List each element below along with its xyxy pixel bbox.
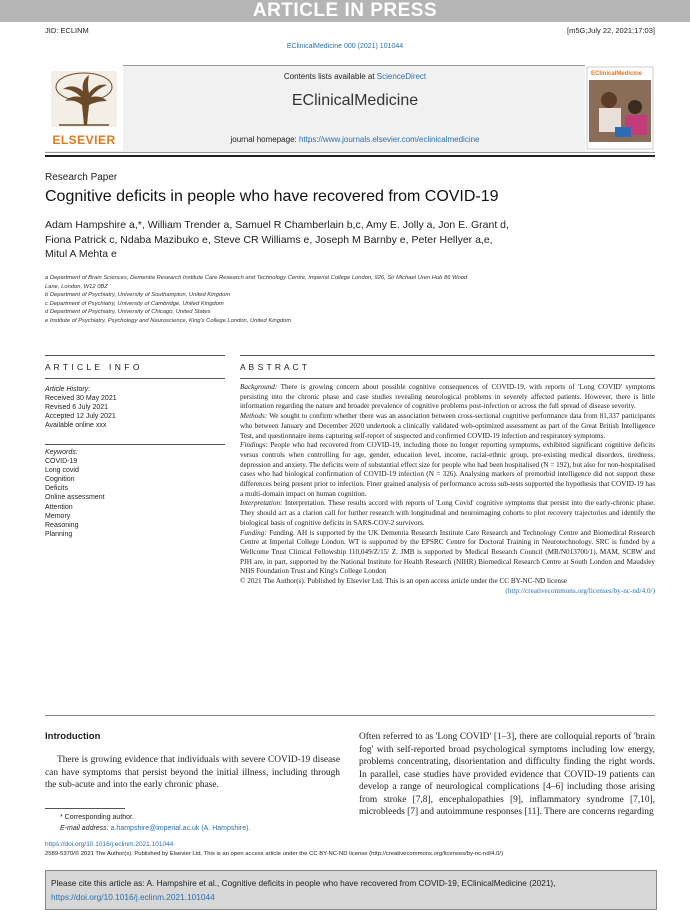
keyword: Reasoning — [45, 521, 79, 529]
introduction-heading: Introduction — [45, 731, 101, 742]
abstract-body — [240, 383, 655, 596]
issn-license-line: 2589-5370/© 2021 The Author(s). Published by Elsevier Ltd. This is an open access article under the CC BY-NC-ND license (http://creativecommons.org/licenses/by-nc-nd/4.0/) — [45, 851, 504, 857]
author-list — [45, 218, 665, 262]
info-rule-top — [45, 355, 225, 356]
cover-title: EClinicalMedicine — [591, 71, 643, 77]
article-history — [45, 385, 225, 430]
info-rule-mid — [45, 378, 225, 379]
affiliation-c: c Department of Psychiatry, University of Cambridge, United Kingdom — [45, 300, 224, 307]
license-link[interactable]: (http://creativecommons.org/licenses/by-nc-nd/4.0/) — [505, 586, 655, 595]
article-in-press-banner: ARTICLE IN PRESS — [0, 0, 690, 22]
keyword: Attention — [45, 503, 73, 511]
findings-label: Findings: — [240, 441, 268, 450]
citation-doi-link[interactable]: https://doi.org/10.1016/j.eclinm.2021.101044 — [51, 892, 215, 902]
abstract-funding — [240, 529, 655, 578]
affiliation-e: e Institute of Psychiatry, Psychology and Neuroscience, King's College London, United Kingdom — [45, 317, 292, 324]
keyword: Cognition — [45, 476, 75, 484]
history-accepted: Accepted 12 July 2021 — [45, 413, 116, 421]
abstract-background — [240, 383, 655, 412]
journal-id: JID: ECLINM — [45, 26, 89, 35]
footnote-rule — [45, 808, 125, 809]
background-label: Background: — [240, 383, 278, 391]
typeset-stamp: [m5G;July 22, 2021;17:03] — [567, 26, 655, 35]
affiliation-b: b Department of Psychiatry, University of Southampton, United Kingdom — [45, 292, 231, 299]
authors-line-1: Adam Hampshire a,*, William Trender a, Samuel R Chamberlain b,c, Amy E. Jolly a, Jon E. Grant d, — [45, 219, 509, 231]
affiliation-d: d Department of Psychiatry, University of Chicago, United States — [45, 309, 211, 316]
abstract-rule-bottom — [45, 715, 655, 716]
sciencedirect-link[interactable]: ScienceDirect — [376, 72, 427, 81]
intro-column-2: Often referred to as 'Long COVID' [1–3], there are colloquial reports of 'brain fog' with self-reported broad psychological symptoms including low energy, problems concentrating, disorientation and difficulty finding the right words. In parallel, case studies have provided evidence that COVID-19 patients can develop a range of neurological complications [4–6] including those arising from stroke [7,8], encephalopathies [9], inflammatory syndrome [7,10], microbleeds [7] and autoimmune responses [11]. There are concerns regarding — [359, 732, 655, 817]
header-rule — [45, 155, 655, 157]
email-label: E-mail address: — [60, 825, 109, 832]
affiliation-a: a Department of Brain Sciences, Dementia Research Institute Care Research and Technology Centre, Imperial College London, 926, Sir Michael Uren Hub 86 Wood — [45, 275, 468, 281]
history-revised: Revised 6 July 2021 — [45, 404, 109, 412]
methods-text: We sought to confirm whether there was an association between cross-sectional cognitive performance data from 81,337 participants who between January and December 2020 undertook a clinically validated web-optimized assessment as part of the Great British Intelligence Test, and questionnaire items capturing self-report of suspected and confirmed COVID-19 infection and respiratory symptoms. — [240, 412, 655, 440]
author-email-link[interactable]: a.hampshire@imperial.ac.uk (A. Hampshire). — [110, 825, 251, 832]
interpretation-text: Interpretation. These results accord with reports of 'Long Covid' cognitive symptoms that persist into the early-chronic phase. They should act as a clarion call for further research with longitudinal and neuroimaging cohorts to plot recovery trajectories and identify the biological basis of cognitive deficits in SARS-COV-2 survivors. — [240, 499, 655, 527]
authors-line-3: Mitul A Mehta e — [45, 248, 117, 260]
homepage-line — [130, 135, 580, 144]
elsevier-logo[interactable] — [45, 65, 123, 151]
keyword: COVID-19 — [45, 458, 78, 466]
background-text: There is growing concern about possible cognitive consequences of COVID-19, with reports of 'Long COVID' symptoms persisting into the chronic phase and case studies revealing neurological problems in severely affected patients. However, there is little information regarding the nature and broader prevalence of cognitive problems post-infection or across the full spread of disease severity. — [240, 383, 656, 411]
contents-prefix: Contents lists available at — [283, 72, 375, 81]
corresponding-author-note: * Corresponding author. — [60, 814, 134, 821]
keyword: Online assessment — [45, 494, 105, 502]
history-label: Article History: — [45, 386, 91, 393]
affiliation-a-cont: Lane, London, W12 0BZ — [45, 283, 108, 290]
citation-sentence: Please cite this article as: A. Hampshire et al., Cognitive deficits in people who have recovered from COVID-19, EClinicalMedicine (2021), — [51, 878, 556, 888]
history-online: Available online xxx — [45, 422, 107, 430]
abstract-findings — [240, 441, 655, 499]
history-received: Received 30 May 2021 — [45, 395, 117, 403]
keywords-label: Keywords: — [45, 449, 78, 456]
abstract-methods — [240, 412, 655, 441]
funding-text: Funding. AH is supported by the UK Dementia Research Institute Care Research and Technology Centre and Biomedical Research Centre at Imperial College London. WT is supported by the EPSRC Centre for Doctoral Training in Neurotechnology. SRC is funded by a Wellcome Trust Clinical Fellowship 110,049/Z/15/ Z. JMB is supported by Medical Research Council (MR/N013700/1). MAM, SCRW and PJH are, in part, supported by the National Institute for Health Research (NIHR) Biomedical Research Centre at South London and Maudsley NHS Foundation Trust and King's College London — [240, 528, 655, 576]
info-rule-keywords — [45, 444, 225, 445]
article-title: Cognitive deficits in people who have recovered from COVID-19 — [45, 188, 499, 205]
abstract-heading: A B S T R A C T — [240, 362, 308, 372]
interpretation-label: Interpretation: — [240, 499, 283, 508]
citation-text — [51, 876, 651, 904]
keyword: Memory — [45, 512, 71, 520]
homepage-prefix: journal homepage: — [230, 135, 297, 144]
intro-column-1: There is growing evidence that individuals with severe COVID-19 disease can have symptoms that persist beyond the initial illness, including through the sub-acute and into the early chronic phase. — [45, 755, 340, 790]
abstract-interpretation — [240, 499, 655, 528]
findings-text: People who had recovered from COVID-19, including those no longer reporting symptoms, exhibited significant cognitive deficits versus controls when controlling for age, gender, education level, income, racial-ethnic group, pre-existing medical disorders, tiredness, depression and anxiety. The deficits were of substantial effect size for people who had been hospitalised (N = 192), but also for non-hospitalised cases who had biological confirmation of COVID-19 infection (N = 326). Analysing markers of premorbid intelligence did not support these differences being present prior to infection. Finer grained analysis of performance across sub-tests supported the hypothesis that COVID-19 has a multi-domain impact on human cognition. — [240, 441, 655, 498]
abstract-rule-top — [240, 355, 655, 356]
footnote — [60, 812, 250, 834]
keyword: Planning — [45, 530, 73, 538]
keyword: Long covid — [45, 467, 79, 475]
abstract-rule-mid — [240, 378, 655, 379]
journal-title: EClinicalMedicine — [291, 92, 419, 109]
homepage-link[interactable]: https://www.journals.elsevier.com/eclinicalmedicine — [298, 135, 480, 144]
keywords — [45, 448, 225, 539]
doi-link[interactable]: https://doi.org/10.1016/j.eclinm.2021.101044 — [45, 841, 174, 848]
contents-line — [130, 72, 580, 81]
journal-reference[interactable]: EClinicalMedicine 000 (2021) 101044 — [286, 43, 404, 50]
keyword: Deficits — [45, 485, 68, 493]
journal-cover[interactable] — [585, 65, 655, 151]
methods-label: Methods: — [240, 412, 268, 421]
authors-line-2: Fiona Patrick c, Ndaba Mazibuko e, Steve CR Williams e, Joseph M Barnby e, Peter Hellyer a,e, — [45, 233, 493, 246]
affiliations — [45, 274, 665, 326]
article-type: Research Paper — [45, 172, 118, 183]
journal-cover-image — [585, 65, 655, 151]
funding-label: Funding: — [240, 528, 267, 537]
copyright-line: © 2021 The Author(s). Published by Elsevier Ltd. This is an open access article under the CC BY-NC-ND license — [240, 577, 567, 586]
article-info-heading: A R T I C L E I N F O — [45, 362, 140, 372]
publisher-name: ELSEVIER — [52, 133, 116, 147]
